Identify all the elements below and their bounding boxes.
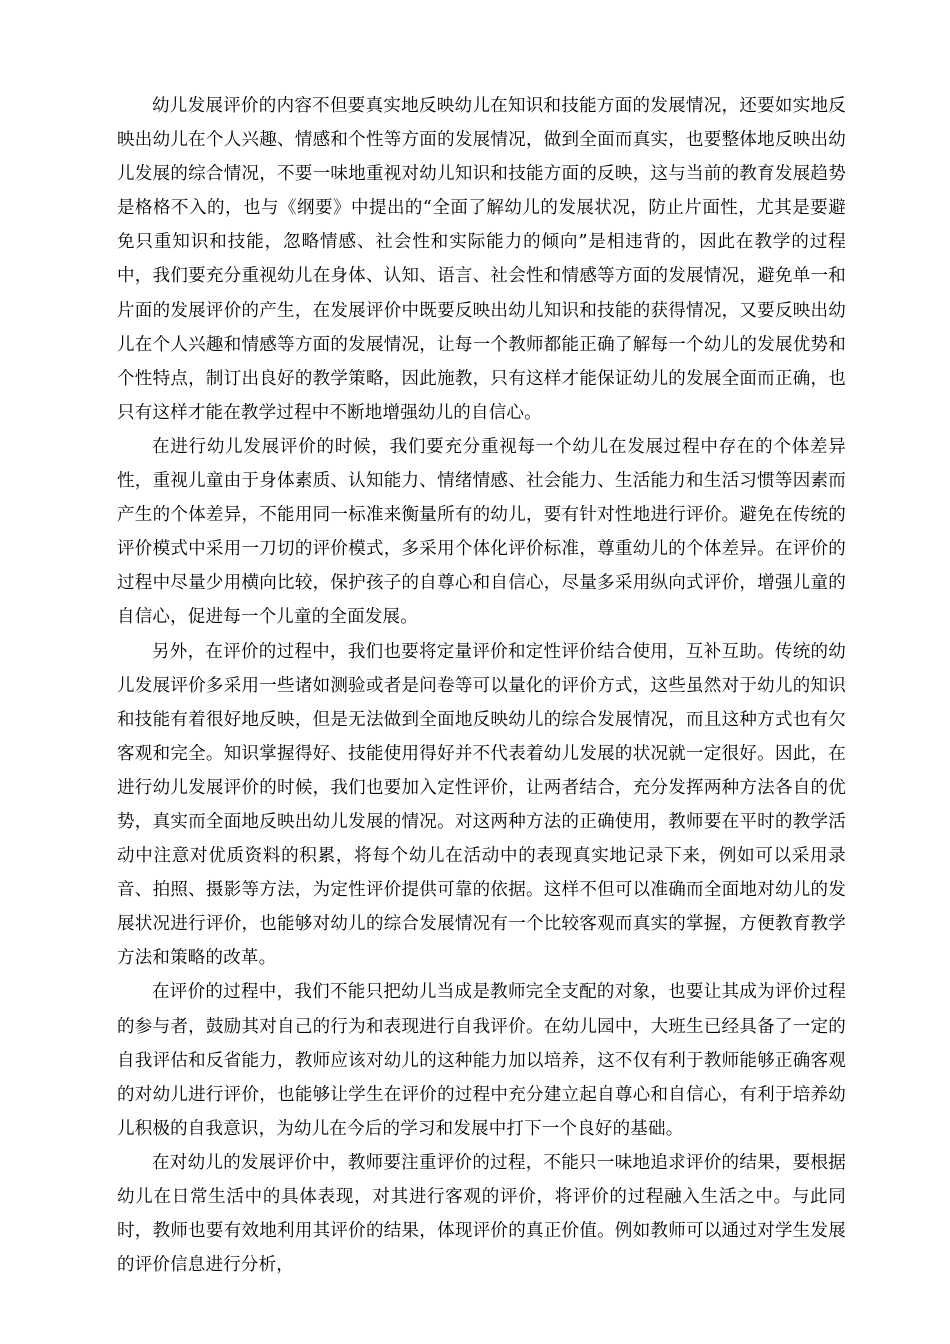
paragraph-1: 幼儿发展评价的内容不但要真实地反映幼儿在知识和技能方面的发展情况，还要如实地反映出幼儿在个人兴趣、情感和个性等方面的发展情况，做到全面而真实，也要整体地反映出幼儿发展的综合情况，不要一味地重视对幼儿知识和技能方面的反映，这与当前的教育发展趋势是格格不入的，也与《纲要》中提出的“全面了解幼儿的发展状况，防止片面性，尤其是要避免只重知识和技能，忽略情感、社会性和实际能力的倾向”是相违背的，因此在教学的过程中，我们要充分重视幼儿在身体、认知、语言、社会性和情感等方面的发展情况，避免单一和片面的发展评价的产生，在发展评价中既要反映出幼儿知识和技能的获得情况，又要反映出幼儿在个人兴趣和情感等方面的发展情况，让每一个教师都能正确了解每一个幼儿的发展优势和个性特点，制订出良好的教学策略，因此施教，只有这样才能保证幼儿的发展全面而正确，也只有这样才能在教学过程中不断地增强幼儿的自信心。 (117, 96, 846, 423)
paragraph-3: 另外，在评价的过程中，我们也要将定量评价和定性评价结合使用，互补互助。传统的幼儿发展评价多采用一些诸如测验或者是问卷等可以量化的评价方式，这些虽然对于幼儿的知识和技能有着很好地反映，但是无法做到全面地反映幼儿的综合发展情况，而且这种方式也有欠客观和完全。知识掌握得好、技能使用得好并不代表着幼儿发展的状况就一定很好。因此，在进行幼儿发展评价的时候，我们也要加入定性评价，让两者结合，充分发挥两种方法各自的优势，真实而全面地反映出幼儿发展的情况。对这两种方法的正确使用，教师要在平时的教学活动中注意对优质资料的积累，将每个幼儿在活动中的表现真实地记录下来，例如可以采用录音、拍照、摄影等方法，为定性评价提供可靠的依据。这样不但可以准确而全面地对幼儿的发展状况进行评价，也能够对幼儿的综合发展情况有一个比较客观而真实的掌握，方便教育教学方法和策略的改革。 (117, 641, 846, 969)
paragraph-5: 在对幼儿的发展评价中，教师要注重评价的过程，不能只一味地追求评价的结果，要根据幼儿在日常生活中的具体表现，对其进行客观的评价，将评价的过程融入生活之中。与此同时，教师也要有效地利用其评价的结果，体现评价的真正价值。例如教师可以通过对学生发展的评价信息进行分析， (117, 1152, 846, 1276)
paragraph-4: 在评价的过程中，我们不能只把幼儿当成是教师完全支配的对象，也要让其成为评价过程的参与者，鼓励其对自己的行为和表现进行自我评价。在幼儿园中，大班生已经具备了一定的自我评估和反省能力，教师应该对幼儿的这种能力加以培养，这不仅有利于教师能够正确客观的对幼儿进行评价，也能够让学生在评价的过程中充分建立起自尊心和自信心，有利于培养幼儿积极的自我意识，为幼儿在今后的学习和发展中打下一个良好的基础。 (117, 982, 846, 1139)
paragraph-2: 在进行幼儿发展评价的时候，我们要充分重视每一个幼儿在发展过程中存在的个体差异性，重视儿童由于身体素质、认知能力、情绪情感、社会能力、生活能力和生活习惯等因素而产生的个体差异，不能用同一标准来衡量所有的幼儿，要有针对性地进行评价。避免在传统的评价模式中采用一刀切的评价模式，多采用个体化评价标准，尊重幼儿的个体差异。在评价的过程中尽量少用横向比较，保护孩子的自尊心和自信心，尽量多采用纵向式评价，增强儿童的自信心，促进每一个儿童的全面发展。 (117, 436, 846, 628)
document-body (117, 89, 846, 1282)
